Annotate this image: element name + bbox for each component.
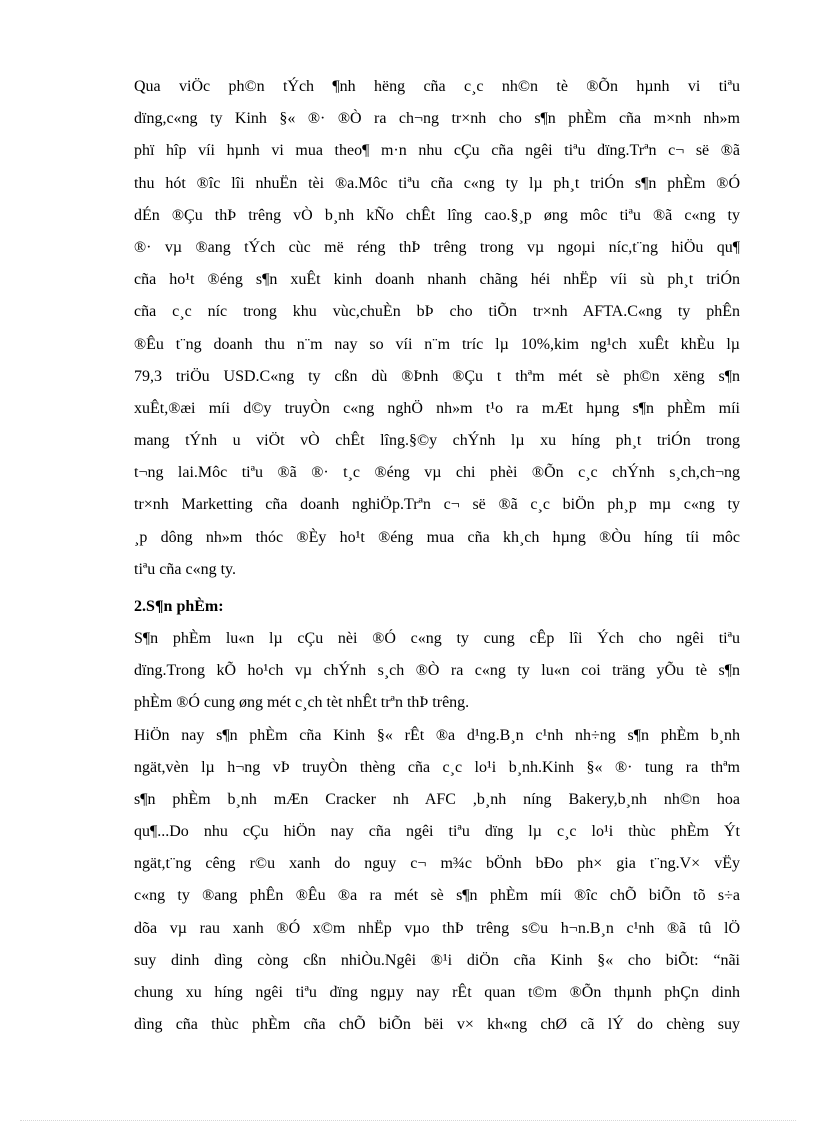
text-line: dïng.Trong kÕ ho¹ch vµ chÝnh s¸ch ®Ò ra c«ng ty lu«n coi träng yÕu tè s¶n (134, 662, 740, 680)
text-line: dÉn ®Çu thÞ trêng vÒ b¸nh kÑo chÊt lîng cao.§¸p øng môc tiªu ®ã c«ng ty (134, 206, 740, 224)
text-line: qu¶...Do nhu cÇu hiÖn nay cña ngêi tiªu dïng lµ c¸c lo¹i thùc phÈm Ýt (134, 823, 740, 841)
text-line: ngät,vèn lµ h¬ng vÞ truyÒn thèng cña c¸c lo¹i b¸nh.Kinh §« ®· tung ra thªm (134, 758, 740, 776)
text-line: 79,3 triÖu USD.C«ng ty cßn dù ®Þnh ®Çu t thªm mét sè ph©n xëng s¶n (134, 367, 740, 385)
text-line: suy dinh dìng còng cßn nhiÒu.Ngêi ®¹i diÖn cña Kinh §« cho biÕt: “nãi (134, 951, 740, 969)
text-line: cña c¸c níc trong khu vùc,chuÈn bÞ cho tiÕn tr×nh AFTA.C«ng ty phÊn (134, 303, 740, 321)
text-line: S¶n phÈm lu«n lµ cÇu nèi ®Ó c«ng ty cung cÊp lîi Ých cho ngêi tiªu (134, 630, 740, 647)
paragraph-overview (134, 71, 740, 586)
text-line: phÈm ®Ó cung øng mét c¸ch tèt nhÊt trªn thÞ trêng. (134, 694, 470, 712)
text-line: dõa vµ rau xanh ®Ó x©m nhËp vµo thÞ trêng s©u h¬n.B¸n c¹nh ®ã tû lÖ (134, 919, 740, 937)
text-line: chung xu híng ngêi tiªu dïng ngµy nay rÊt quan t©m ®Õn thµnh phÇn dinh (134, 984, 740, 1001)
text-line: HiÖn nay s¶n phÈm cña Kinh §« rÊt ®a d¹ng.B¸n c¹nh nh÷ng s¶n phÈm b¸nh (134, 726, 740, 744)
text-line: phï hîp víi hµnh vi mua theo¶ m·n nhu cÇu cña ngêi tiªu dïng.Trªn c¬ së ®ã (134, 142, 740, 160)
text-line: Qua viÖc ph©n tÝch ¶nh hëng cña c¸c nh©n tè ®Õn hµnh vi tiªu (134, 78, 740, 95)
page-bottom-rule (20, 1120, 796, 1121)
section-heading: 2.S¶n phÈm: (134, 598, 224, 615)
text-line: t¬ng lai.Môc tiªu ®ã ®· t¸c ®éng vµ chi phèi ®Õn c¸c chÝnh s¸ch,ch¬ng (134, 464, 740, 482)
text-line: ngät,t¨ng cêng r©u xanh do nguy c¬ m¾c bÖnh bÐo ph× gia t¨ng.V× vËy (134, 855, 740, 873)
text-line: tr×nh Marketting cña doanh nghiÖp.Trªn c¬ së ®ã c¸c biÖn ph¸p mµ c«ng ty (134, 496, 740, 514)
text-line: ¸p dông nh»m thóc ®Èy ho¹t ®éng mua cña kh¸ch hµng ®Òu híng tíi môc (134, 528, 740, 546)
text-line: dìng cña thùc phÈm cña chÕ biÕn bëi v× kh«ng chØ cã lÝ do chèng suy (134, 1016, 740, 1034)
text-line: thu hót ®îc lîi nhuËn tèi ®a.Môc tiªu cña c«ng ty lµ ph¸t triÓn s¶n phÈm ®Ó (134, 174, 740, 192)
text-line: mang tÝnh u viÖt vÒ chÊt lîng.§©y chÝnh lµ xu híng ph¸t triÓn trong (134, 432, 740, 450)
text-line: c«ng ty ®ang phÊn ®Êu ®a ra mét sè s¶n phÈm míi ®îc chÕ biÕn tõ s÷a (134, 887, 740, 905)
text-line: dïng,c«ng ty Kinh §« ®· ®Ò ra ch¬ng tr×nh cho s¶n phÈm cña m×nh nh»m (134, 110, 740, 128)
section-heading-wrap (134, 591, 740, 623)
text-line: s¶n phÈm b¸nh mÆn Cracker nh AFC ,b¸nh níng Bakery,b¸nh nh©n hoa (134, 790, 740, 808)
text-line: tiªu cña c«ng ty. (134, 560, 237, 578)
text-line: ®· vµ ®ang tÝch cùc më réng thÞ trêng trong vµ ngoµi níc,t¨ng hiÖu qu¶ (134, 238, 740, 256)
text-line: xuÊt,®æi míi d©y truyÒn c«ng nghÖ nh»m t¹o ra mÆt hµng s¶n phÈm míi (134, 399, 740, 417)
paragraph-product-intro (134, 623, 740, 720)
text-line: ®Êu t¨ng doanh thu n¨m nay so víi n¨m tríc lµ 10%,kim ng¹ch xuÊt khÈu lµ (134, 335, 740, 353)
text-line: cña ho¹t ®éng s¶n xuÊt kinh doanh nhanh chãng héi nhËp víi sù ph¸t triÓn (134, 271, 740, 289)
paragraph-product-range (134, 720, 740, 1042)
